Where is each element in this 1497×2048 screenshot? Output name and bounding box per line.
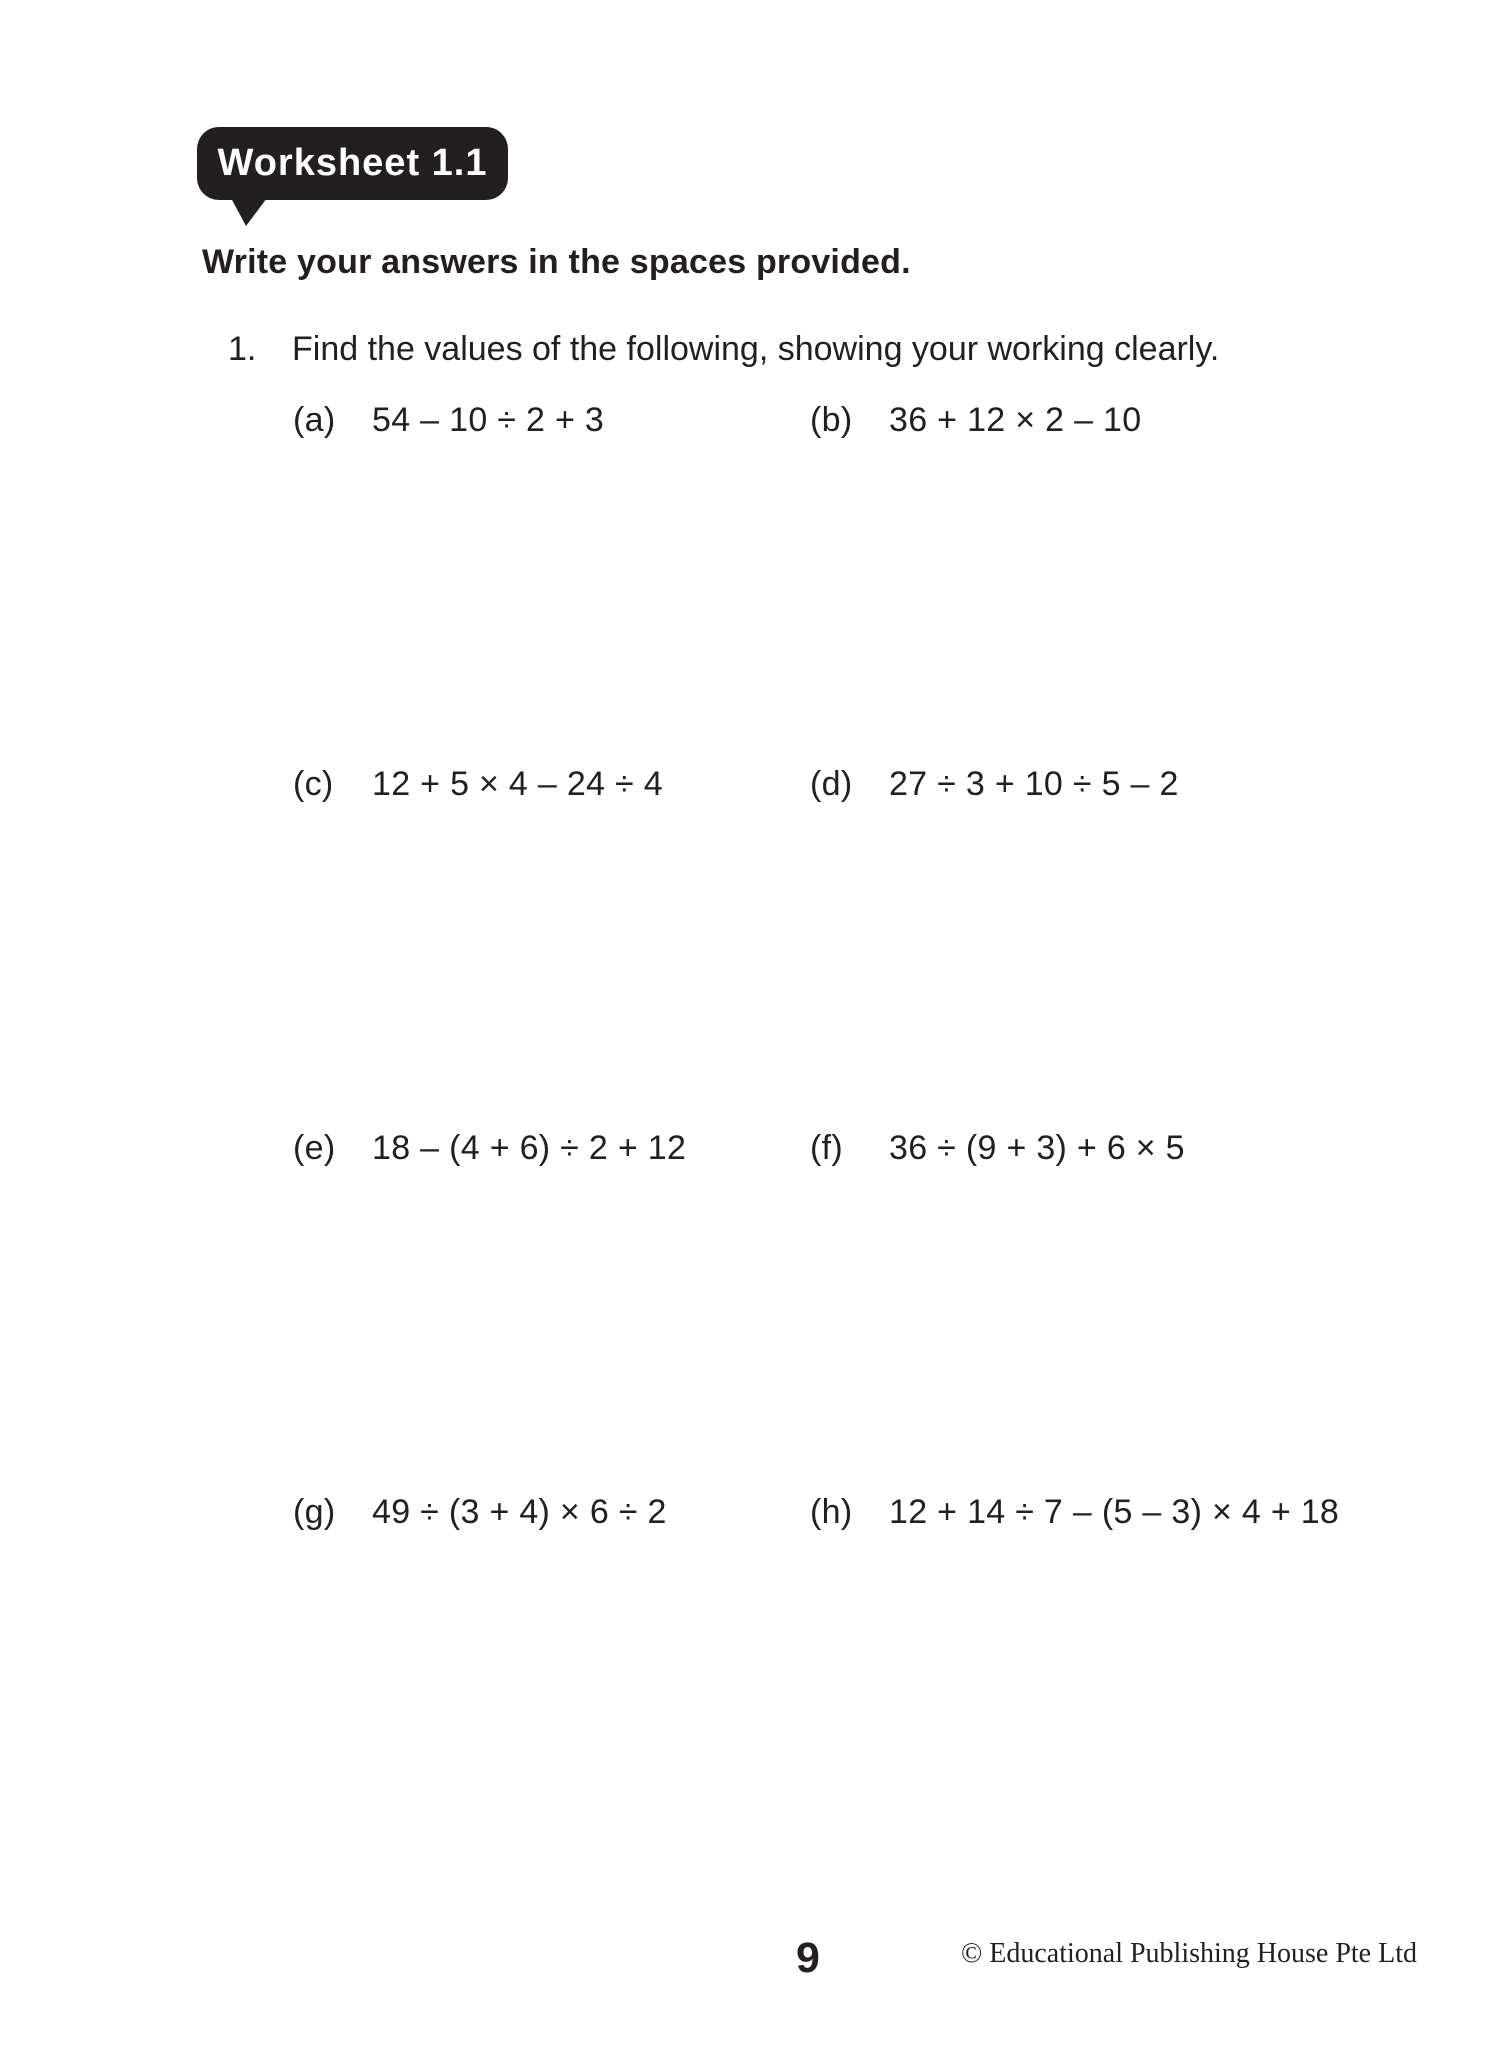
problem-item-a — [293, 401, 604, 440]
problem-expression: 36 ÷ (9 + 3) + 6 × 5 — [889, 1129, 1185, 1167]
problem-expression: 36 + 12 × 2 – 10 — [889, 401, 1142, 439]
problem-label: (f) — [810, 1129, 843, 1167]
problem-expression: 49 ÷ (3 + 4) × 6 ÷ 2 — [372, 1493, 667, 1531]
problem-item-g — [293, 1493, 667, 1532]
problem-item-f — [810, 1129, 1185, 1168]
worksheet-badge-label: Worksheet 1.1 — [217, 142, 488, 184]
page-number: 9 — [796, 1934, 820, 1982]
instruction-text: Write your answers in the spaces provided. — [202, 243, 911, 281]
problem-label: (b) — [810, 401, 853, 439]
question-text: Find the values of the following, showing your working clearly. — [292, 330, 1220, 368]
problem-item-d — [810, 765, 1179, 804]
problem-expression: 18 – (4 + 6) ÷ 2 + 12 — [372, 1129, 687, 1167]
question-number: 1. — [228, 330, 257, 368]
problem-item-h — [810, 1493, 1339, 1532]
problem-label: (h) — [810, 1493, 853, 1531]
problem-item-e — [293, 1129, 686, 1168]
problem-label: (e) — [293, 1129, 336, 1167]
problem-label: (a) — [293, 401, 336, 439]
worksheet-badge — [197, 127, 508, 200]
problem-item-b — [810, 401, 1141, 440]
copyright-text: © Educational Publishing House Pte Ltd — [960, 1938, 1417, 1969]
problem-label: (c) — [293, 765, 334, 803]
problem-expression: 27 ÷ 3 + 10 ÷ 5 – 2 — [889, 765, 1179, 803]
question-line — [228, 330, 1219, 369]
problem-expression: 12 + 5 × 4 – 24 ÷ 4 — [372, 765, 663, 803]
problem-expression: 12 + 14 ÷ 7 – (5 – 3) × 4 + 18 — [889, 1493, 1340, 1531]
badge-tail-pointer-icon — [231, 198, 267, 226]
problem-label: (d) — [810, 765, 853, 803]
problem-expression: 54 – 10 ÷ 2 + 3 — [372, 401, 605, 439]
problem-label: (g) — [293, 1493, 336, 1531]
problem-item-c — [293, 765, 663, 804]
